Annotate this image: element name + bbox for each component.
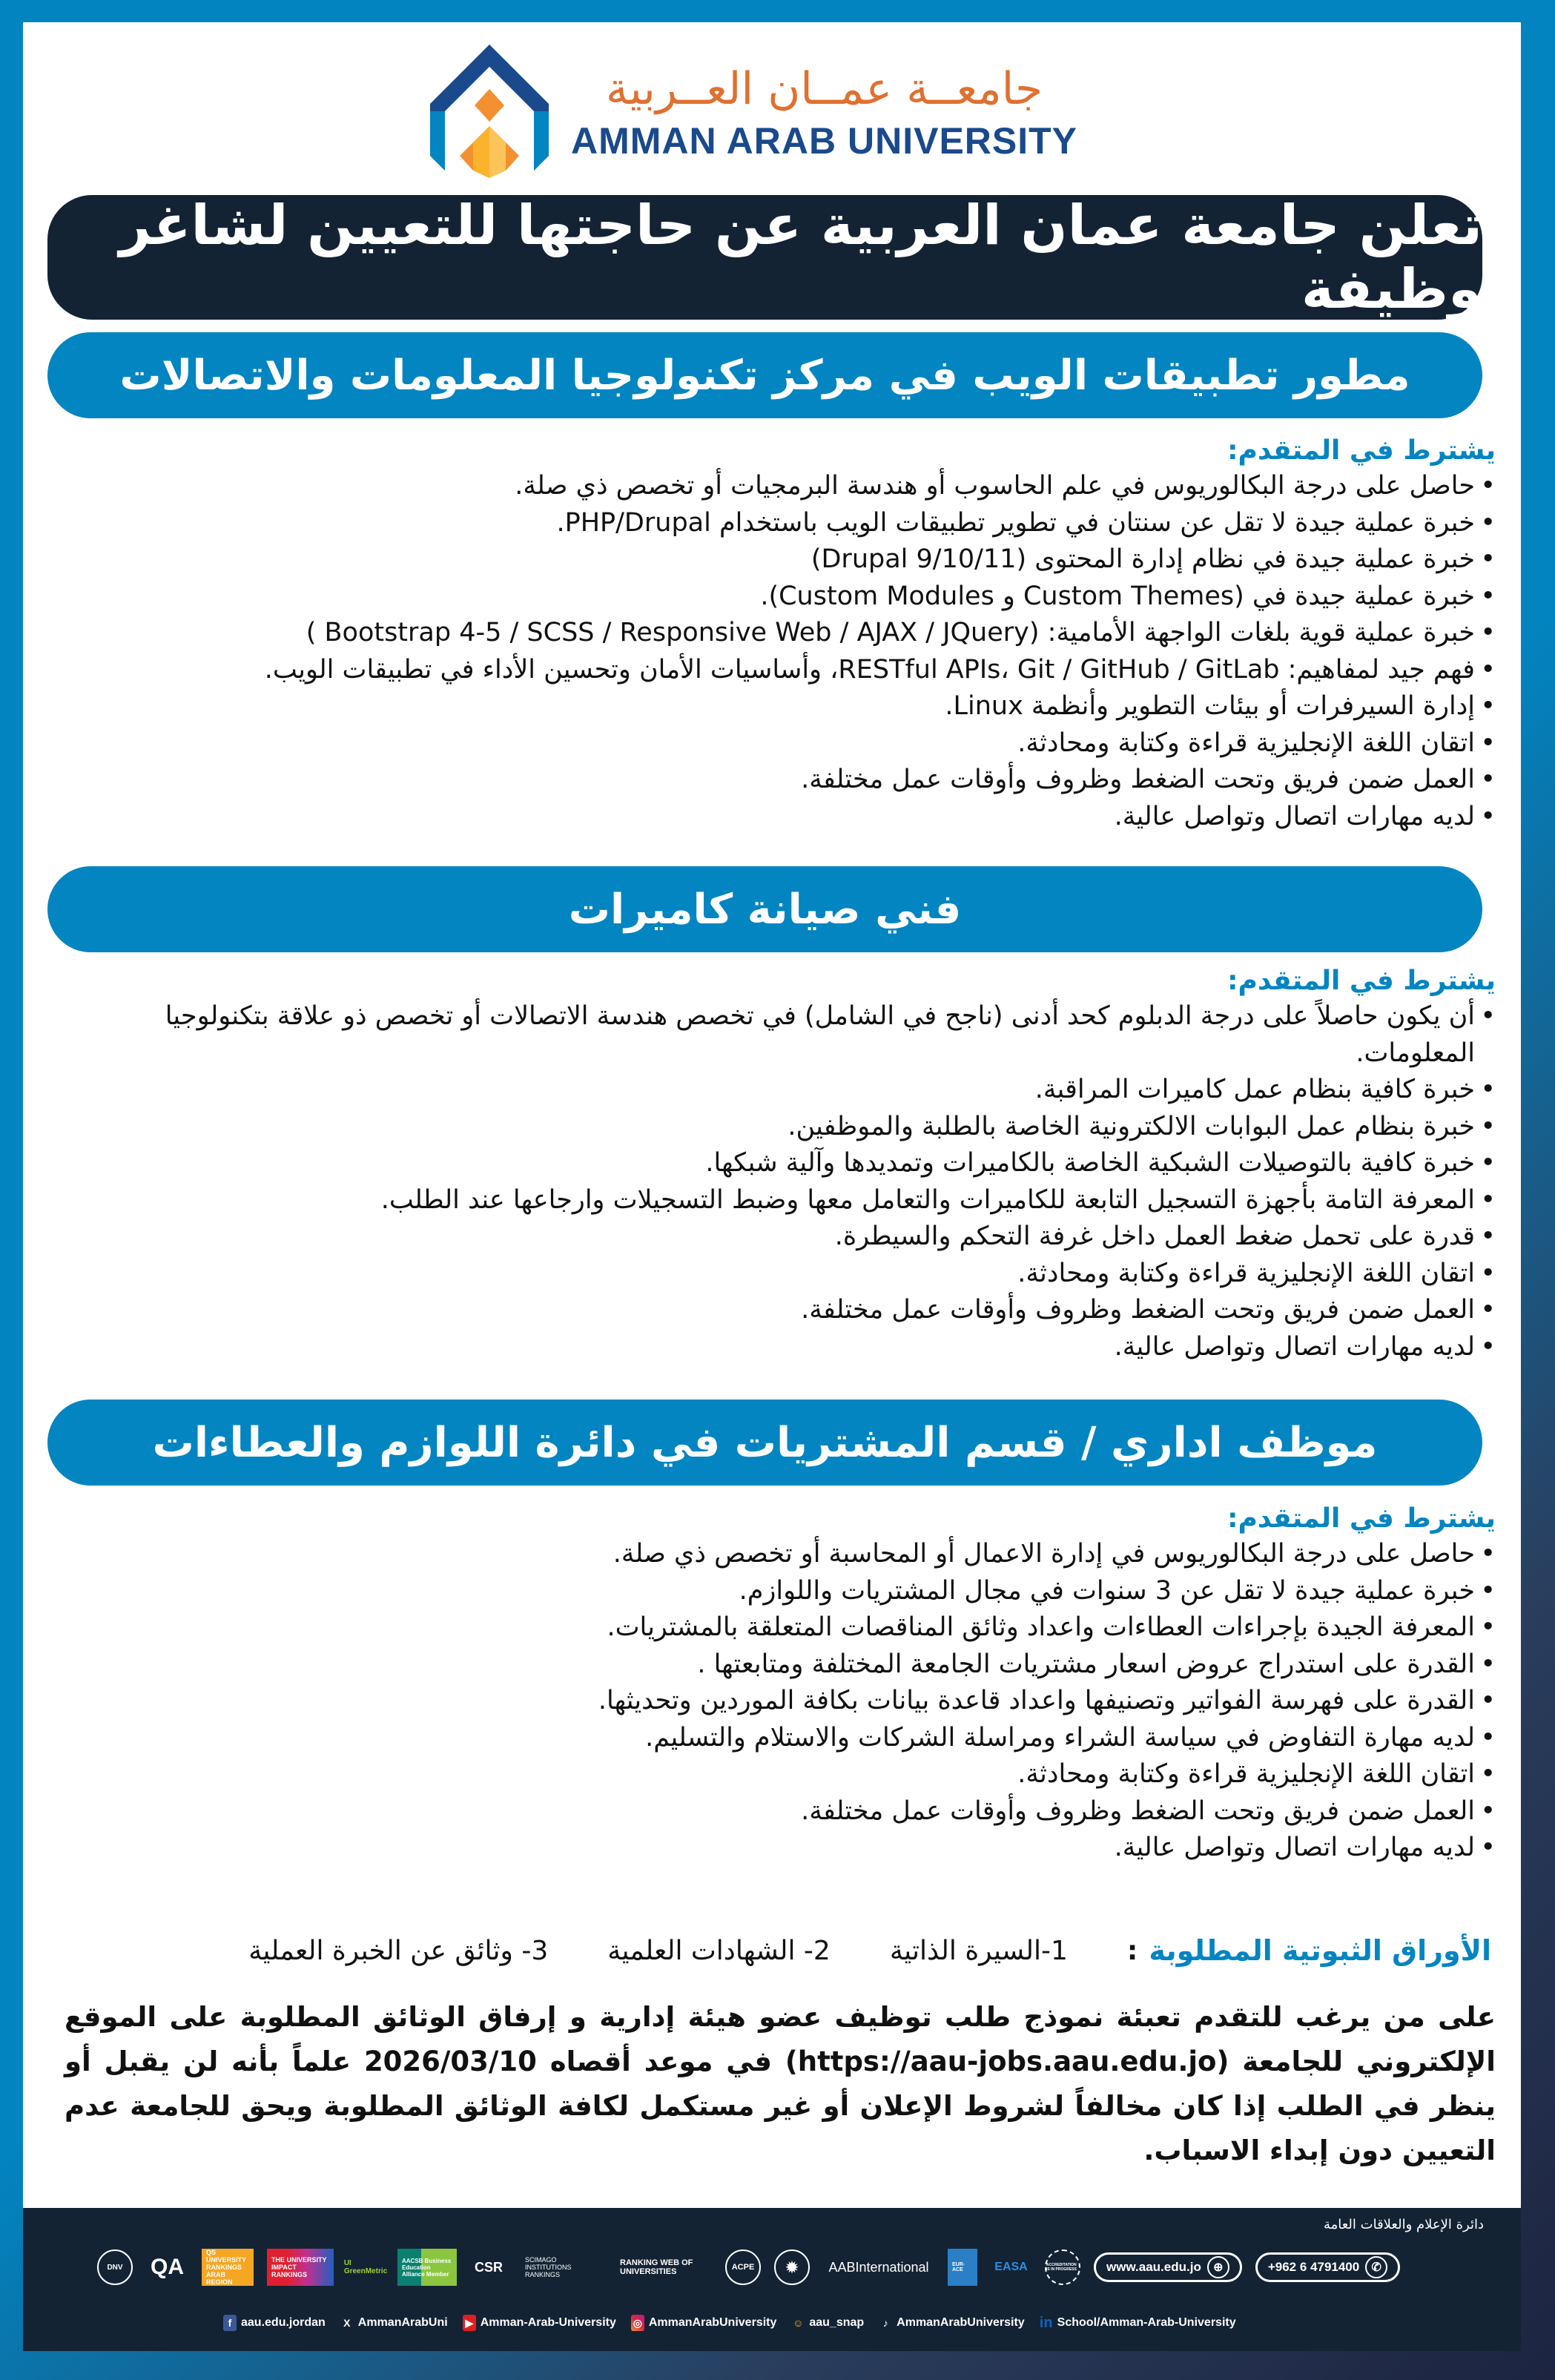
university-logo [430, 44, 1097, 178]
job-title-banner: مطور تطبيقات الويب في مركز تكنولوجيا المعلومات والاتصالات [47, 332, 1482, 418]
instagram-icon: ◎ [631, 2315, 644, 2331]
requirements-heading: يشترط في المتقدم: [1227, 966, 1496, 996]
requirement-item: • اتقان اللغة الإنجليزية قراءة وكتابة ومحادثة. [87, 1756, 1496, 1793]
social-youtube[interactable] [463, 2315, 616, 2331]
logo-arabic-name: جامعــة عمــان العــربية [606, 63, 1043, 115]
social-links [223, 2308, 1410, 2338]
scimago-badge-icon: SCIMAGO INSTITUTIONS RANKINGS [525, 2256, 572, 2278]
requirement-item: • خبرة بنظام عمل البوابات الالكترونية الخاصة بالطلبة والموظفين. [87, 1109, 1496, 1146]
document-item: 3- وثائق عن الخبرة العملية [248, 1935, 549, 1966]
job-requirements [87, 964, 1496, 1365]
documents-label: الأوراق الثبوتية المطلوبة [1149, 1934, 1491, 1967]
deadline-label: في موعد أقصاه [549, 2046, 772, 2077]
social-x[interactable] [340, 2315, 448, 2331]
csr-badge-icon: CSR [475, 2259, 504, 2275]
website-pill[interactable] [1094, 2252, 1242, 2282]
arab-seal-badge-icon: ✹ [774, 2249, 810, 2285]
dnv-badge-icon: DNV [97, 2249, 133, 2285]
accreditation-badges [97, 2241, 1491, 2293]
requirement-item: • خبرة كافية بالتوصيلات الشبكية الخاصة بالكاميرات وتمديدها وآلية شبكها. [87, 1145, 1496, 1182]
documents-separator: : [1126, 1935, 1138, 1966]
accreditation-progress-badge-icon: ACCREDITATION IS IN PROGRESS [1045, 2249, 1080, 2285]
requirement-item: • خبرة عملية جيدة في (Custom Themes و Custom Modules). [87, 578, 1496, 616]
phone-number: +962 6 4791400 [1267, 2260, 1360, 2274]
social-instagram[interactable] [631, 2315, 777, 2331]
phone-icon: ✆ [1365, 2256, 1387, 2278]
requirement-item: • خبرة عملية جيدة في نظام إدارة المحتوى (Drupal 9/10/11) [87, 541, 1496, 578]
requirement-item: • حاصل على درجة البكالوريوس في علم الحاسوب أو هندسة البرمجيات أو تخصص ذي صلة. [87, 468, 1496, 505]
globe-icon: ⊕ [1207, 2256, 1229, 2278]
requirement-item: • لديه مهارات اتصال وتواصل عالية. [87, 1329, 1496, 1366]
ui-greenmetric-badge-icon: UI GreenMetric [343, 2259, 388, 2275]
phone-pill[interactable] [1255, 2252, 1400, 2282]
deadline-date: 2026/03/10 [363, 2046, 537, 2077]
requirement-item: • القدرة على استدراج عروض اسعار مشتريات الجامعة المختلفة ومتابعتها . [87, 1646, 1496, 1684]
social-handle: School/Amman-Arab-University [1057, 2316, 1236, 2329]
job-title-banner: موظف اداري / قسم المشتريات في دائرة اللوازم والعطاءات [47, 1400, 1482, 1486]
requirement-item: • قدرة على تحمل ضغط العمل داخل غرفة التحكم والسيطرة. [87, 1219, 1496, 1256]
application-url-link[interactable]: (https://aau-jobs.aau.edu.jo) [785, 2046, 1229, 2077]
requirement-item: • القدرة على فهرسة الفواتير وتصنيفها واعداد قاعدة بيانات بكافة الموردين وتحديثها. [87, 1683, 1496, 1720]
requirement-item: • اتقان اللغة الإنجليزية قراءة وكتابة ومحادثة. [87, 725, 1496, 762]
requirement-item: • لديه مهارة التفاوض في سياسة الشراء ومراسلة الشركات والاستلام والتسليم. [87, 1720, 1496, 1757]
required-documents [119, 1928, 1491, 1973]
tiktok-icon: ♪ [882, 2317, 888, 2329]
social-tiktok[interactable] [879, 2315, 1025, 2331]
social-handle: Amman-Arab-University [480, 2316, 616, 2329]
easa-badge-icon: EASA [994, 2261, 1028, 2273]
requirements-list [87, 468, 1496, 835]
requirement-item: • لديه مهارات اتصال وتواصل عالية. [87, 1830, 1496, 1867]
announcement-banner: تعلن جامعة عمان العربية عن حاجتها للتعيين لشاغر وظيفة [47, 195, 1482, 320]
the-impact-badge-icon: THE UNIVERSITY IMPACT RANKINGS [267, 2249, 334, 2286]
eur-ace-badge-icon: EUR-ACE [948, 2249, 977, 2286]
job-requirements [87, 434, 1496, 835]
requirements-list [87, 998, 1496, 1365]
requirement-item: • خبرة عملية جيدة لا تقل عن 3 سنوات في مجال المشتريات واللوازم. [87, 1573, 1496, 1610]
requirement-item: • فهم جيد لمفاهيم: RESTful APIs، Git / GitHub / GitLab، وأساسيات الأمان وتحسين الأداء في تطبيقات الويب. [87, 652, 1496, 689]
requirement-item: • العمل ضمن فريق وتحت الضغط وظروف وأوقات عمل مختلفة. [87, 1793, 1496, 1830]
job-requirements [87, 1502, 1496, 1867]
requirement-item: • أن يكون حاصلاً على درجة الدبلوم كحد أدنى (ناجح في الشامل) في تخصص هندسة الاتصالات أو تخصص ذو علاقة بتكنولوجيا المعلومات. [87, 998, 1496, 1072]
requirements-heading: يشترط في المتقدم: [1227, 435, 1496, 466]
social-linkedin[interactable] [1040, 2315, 1236, 2331]
application-instructions [65, 1995, 1496, 2173]
qa-badge-icon: QA [151, 2255, 184, 2279]
aab-international-badge-icon: AABInternational [828, 2259, 929, 2275]
requirement-item: • حاصل على درجة البكالوريوس في إدارة الاعمال أو المحاسبة أو تخصص ذي صلة. [87, 1536, 1496, 1573]
instructions-text: على من يرغب للتقدم تعبئة نموذج طلب توظيف عضو هيئة إدارية و إرفاق الوثائق المطلوبة على الموقع الإلكتروني للجامعة [65, 2001, 1496, 2077]
footer [23, 2208, 1521, 2351]
requirements-heading: يشترط في المتقدم: [1227, 1503, 1496, 1534]
snapchat-icon: ☺ [793, 2317, 804, 2329]
acpe-badge-icon: ACPE [725, 2249, 761, 2285]
instructions-conditions: علماً بأنه لن يقبل أو ينظر في الطلب إذا كان مخالفاً لشروط الإعلان أو غير مستكمل لكافة الوثائق المطلوبة ويحق للجامعة عدم التعيين دون إبداء الاسباب. [65, 2046, 1496, 2166]
requirement-item: • المعرفة الجيدة بإجراءات العطاءات واعداد وثائق المناقصات المتعلقة بالمشتريات. [87, 1609, 1496, 1646]
youtube-icon: ▶ [463, 2315, 476, 2331]
requirement-item: • خبرة كافية بنظام عمل كاميرات المراقبة. [87, 1072, 1496, 1109]
aacsb-badge-icon: AACSB Business Education Alliance Member [397, 2249, 457, 2286]
requirements-list [87, 1536, 1496, 1867]
university-emblem-icon [430, 44, 549, 178]
requirement-item: • خبرة عملية جيدة لا تقل عن سنتان في تطوير تطبيقات الويب باستخدام PHP/Drupal. [87, 505, 1496, 542]
social-facebook[interactable] [223, 2315, 326, 2331]
social-handle: AmmanArabUniversity [648, 2316, 777, 2329]
social-snapchat[interactable] [791, 2315, 864, 2331]
social-handle: AmmanArabUni [357, 2316, 448, 2329]
requirement-item: • المعرفة التامة بأجهزة التسجيل التابعة للكاميرات والتعامل معها وضبط التسجيلات وارجاعها عند الطلب. [87, 1182, 1496, 1219]
requirement-item: • العمل ضمن فريق وتحت الضغط وظروف وأوقات عمل مختلفة. [87, 1292, 1496, 1329]
requirement-item: • إدارة السيرفرات أو بيئات التطوير وأنظمة Linux. [87, 688, 1496, 725]
ranking-web-badge-icon: RANKING WEB OF UNIVERSITIES [620, 2258, 693, 2276]
logo-english-name: AMMAN ARAB UNIVERSITY [571, 120, 1078, 162]
document-item: 2- الشهادات العلمية [607, 1935, 831, 1966]
requirement-item: • خبرة عملية قوية بلغات الواجهة الأمامية: (Bootstrap 4-5 / SCSS / Responsive Web / AJAX / JQuery ) [87, 615, 1496, 652]
social-handle: aau.edu.jordan [241, 2316, 326, 2329]
social-handle: AmmanArabUniversity [897, 2316, 1025, 2329]
job-title-banner: فني صيانة كاميرات [47, 866, 1482, 952]
website-url: www.aau.edu.jo [1106, 2260, 1201, 2274]
facebook-icon: f [223, 2315, 237, 2331]
department-name: دائرة الإعلام والعلاقات العامة [1323, 2217, 1484, 2232]
requirement-item: • العمل ضمن فريق وتحت الضغط وظروف وأوقات عمل مختلفة. [87, 762, 1496, 799]
document-item: 1-السيرة الذاتية [889, 1935, 1068, 1966]
requirement-item: • اتقان اللغة الإنجليزية قراءة وكتابة ومحادثة. [87, 1256, 1496, 1293]
qs-rankings-badge-icon: QS UNIVERSITY RANKINGS ARAB REGION [202, 2249, 254, 2286]
requirement-item: • لديه مهارات اتصال وتواصل عالية. [87, 799, 1496, 836]
x-icon: X [343, 2317, 351, 2329]
linkedin-icon: in [1039, 2314, 1053, 2331]
social-handle: aau_snap [809, 2316, 865, 2329]
